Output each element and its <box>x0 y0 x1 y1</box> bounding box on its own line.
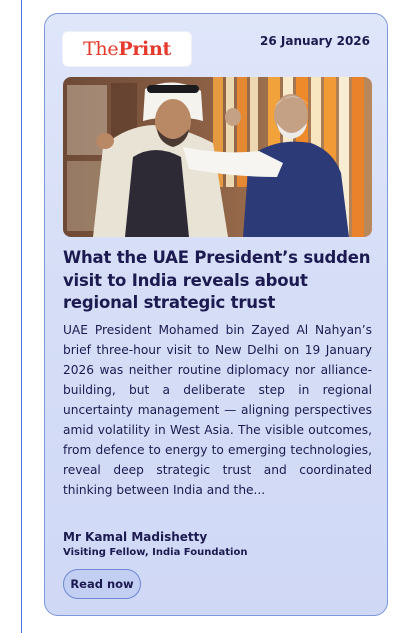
article-summary: UAE President Mohamed bin Zayed Al Nahyan’s brief three-hour visit to New Delhi on 19 January 2026 was neither routine diplomacy nor alliance-building, but a deliberate step in regional uncertainty management — aligning perspectives amid volatility in West Asia. The visible outcomes, from defence to energy to emerging technologies, reveal deep strategic trust and coordinated thinking between India and the... <box>63 323 372 497</box>
article-headline[interactable]: What the UAE President’s sudden visit to India reveals about regional strategic trust <box>63 248 371 312</box>
logo-text-print: Print <box>118 37 171 60</box>
left-divider <box>21 0 22 633</box>
article-date: 26 January 2026 <box>260 34 370 48</box>
author-role: Visiting Fellow, India Foundation <box>63 547 248 558</box>
article-photo-illustration <box>63 77 372 237</box>
author-name: Mr Kamal Madishetty <box>63 530 208 544</box>
read-now-button[interactable]: Read now <box>63 569 141 599</box>
article-card[interactable] <box>44 13 388 616</box>
publisher-logo <box>63 32 191 66</box>
article-photo[interactable] <box>63 77 372 237</box>
logo-text-the: The <box>83 37 119 60</box>
